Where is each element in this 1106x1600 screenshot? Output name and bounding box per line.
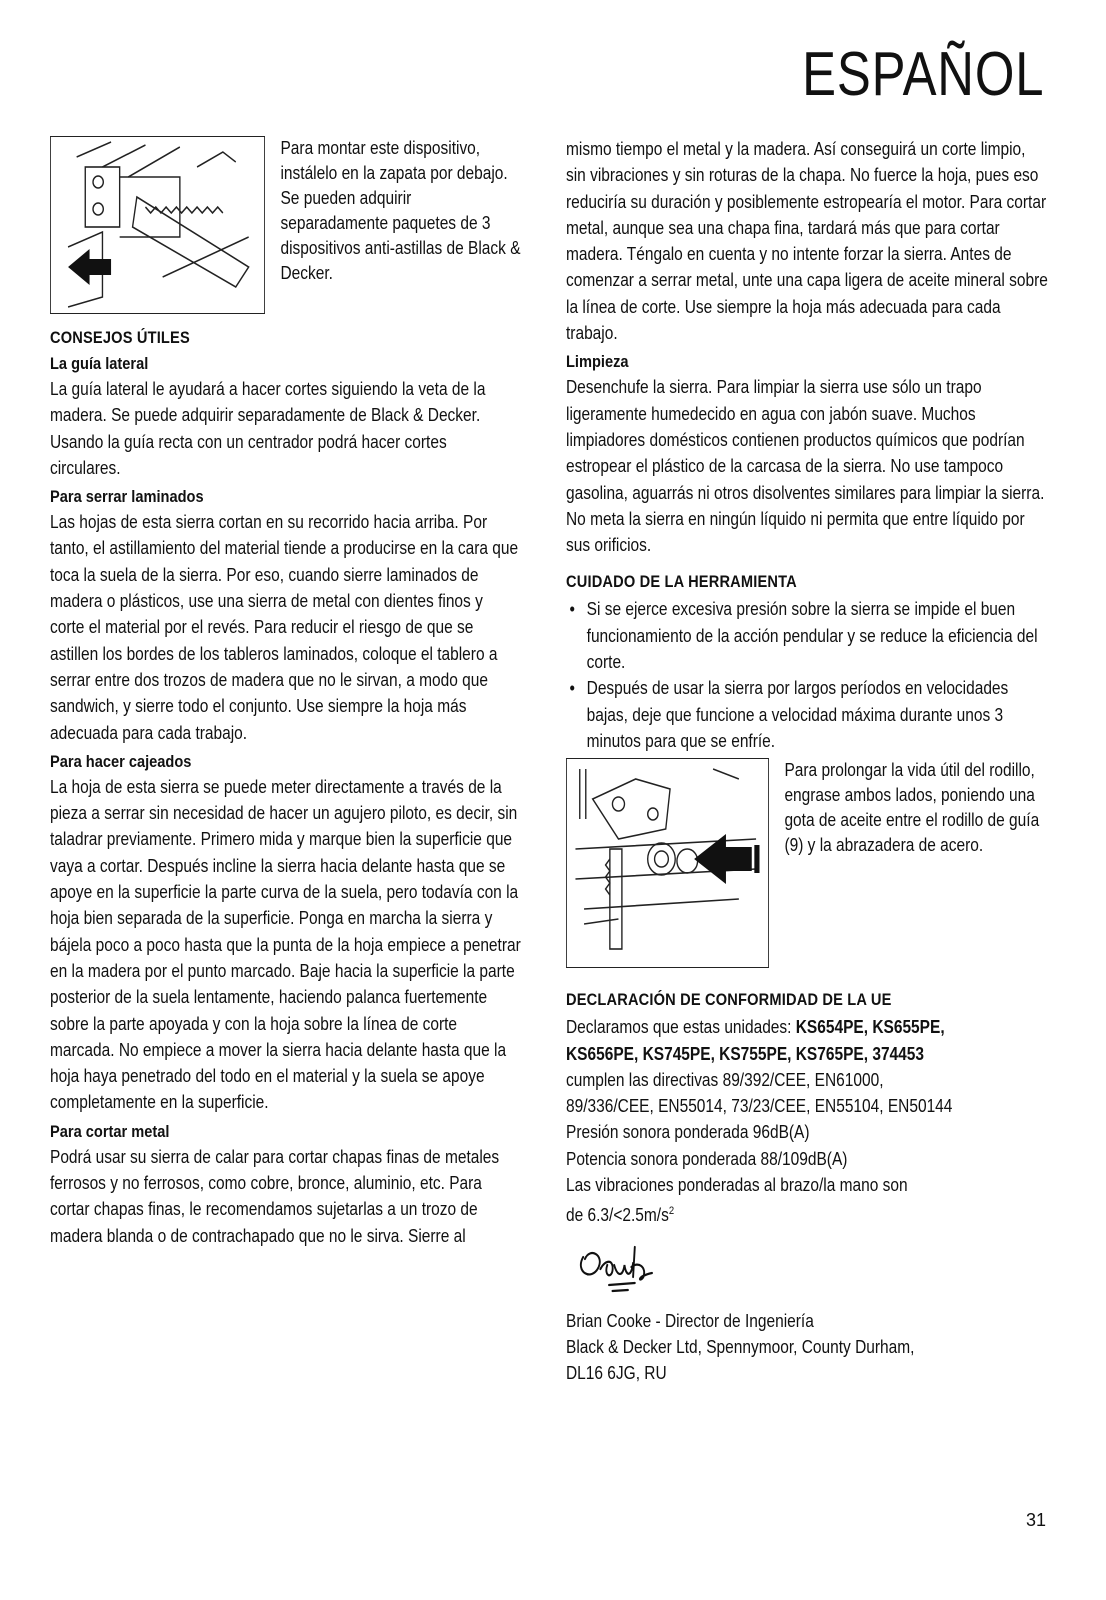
decl-line: Las vibraciones ponderadas al brazo/la mano son <box>566 1175 908 1196</box>
company-address: Black & Decker Ltd, Spennymoor, County Durham, <box>566 1336 915 1357</box>
vibration-line <box>566 1198 1049 1228</box>
decl-intro: Declaramos que estas unidades: <box>566 1017 796 1038</box>
saw-shoe-drawing <box>51 137 263 312</box>
left-column <box>50 136 522 1249</box>
models-line-2: KS656PE, KS745PE, KS755PE, KS765PE, 374453 <box>566 1043 925 1064</box>
models-line-1: KS654PE, KS655PE, <box>795 1017 945 1038</box>
roller-section <box>566 758 1049 968</box>
signature <box>575 1237 1049 1302</box>
decl-line: 89/336/CEE, EN55014, 73/23/CEE, EN55104, EN50144 <box>566 1096 953 1117</box>
limpieza-heading: Limpieza <box>566 352 629 372</box>
signer-name: Brian Cooke - Director de Ingeniería <box>566 1310 814 1331</box>
consejos-heading: CONSEJOS ÚTILES <box>50 328 190 347</box>
decl-line: Presión sonora ponderada 96dB(A) <box>566 1122 810 1143</box>
cuidado-list <box>566 596 1049 754</box>
vibration-value: de 6.3/<2.5m/s <box>566 1205 669 1226</box>
guia-heading: La guía lateral <box>50 354 149 373</box>
rodillo-text: Para prolongar la vida útil del rodillo, engrase ambos lados, poniendo una gota de aceite entre el rodillo de guía (9) y la abrazadera de acero. <box>784 760 1040 856</box>
superscript: 2 <box>668 1205 675 1218</box>
decl-line: Potencia sonora ponderada 88/109dB(A) <box>566 1148 848 1169</box>
decl-line: cumplen las directivas 89/392/CEE, EN61000, <box>566 1069 884 1090</box>
limpieza-text: Desenchufe la sierra. Para limpiar la sierra use sólo un trapo ligeramente humedecido en agua con jabón suave. Muchos limpiadores domésticos contienen productos químicos que podrían estropear el plástico de la carcasa de la sierra. No use tampoco gasolina, aguarrás ni otros disolventes similares para limpiar la sierra. No meta la sierra en ningún líquido ni permita que entre líquido por sus orificios. <box>566 377 1045 556</box>
metal-continued-text: mismo tiempo el metal y la madera. Así conseguirá un corte limpio, sin vibraciones y sin roturas de la chapa. No fuerce la hoja, pues eso reduciría su duración y posiblemente estropearía el motor. Para cortar metal, aunque sea una chapa fina, tardará más que para cortar madera. Téngalo en cuenta y no intente forzar la sierra. Antes de comenzar a serrar metal, unte una capa ligera de aceite mineral sobre la línea de corte. Use siempre la hoja más adecuada para cada trabajo. <box>566 139 1048 344</box>
declaracion-heading: DECLARACIÓN DE CONFORMIDAD DE LA UE <box>566 990 892 1010</box>
signature-image <box>575 1237 670 1297</box>
cajeados-text: La hoja de esta sierra se puede meter directamente a través de la pieza a serrar sin necesidad de hacer un agujero piloto, es decir, sin taladrar previamente. Primero mida y marque bien la superficie que vaya a cortar. Después incline la sierra hacia delante hasta que se apoye en la superficie la parte curva de la suela, pero todavía con la hoja bien separada de la superficie. Ponga en marcha la sierra y bájela poco a poco hasta que la punta de la hoja empiece a penetrar en la madera por el punto marcado. Baje hacia la superficie la parte posterior de la suela lentamente, haciendo palanca fuertemente sobre la parte apoyada y con la hoja sobre la línea de corte marcada. No empiece a mover la sierra hacia delante hasta que la hoja haya penetrado del todo en el material y la suela se apoye completamente en la superficie. <box>50 776 521 1113</box>
guia-text: La guía lateral le ayudará a hacer cortes siguiendo la veta de la madera. Se puede adquirir separadamente de Black & Decker. Usando la guía recta con un centrador podrá hacer cortes circulares. <box>50 379 486 478</box>
postcode: DL16 6JG, RU <box>566 1363 667 1384</box>
cajeados-heading: Para hacer cajeados <box>50 751 192 771</box>
anti-splinter-section <box>50 136 521 314</box>
page-number: 31 <box>1025 1510 1046 1530</box>
page-title: ESPAÑOL <box>801 40 1044 109</box>
roller-drawing <box>567 759 767 966</box>
metal-text: Podrá usar su sierra de calar para cortar chapas finas de metales ferrosos y no ferrosos, como cobre, bronce, aluminio, etc. Para cortar chapas finas, le recomendamos sujetarlas a un trozo de madera blanda o de contrachapado que no le sirva. Sierre al <box>50 1146 500 1246</box>
intro-text: Para montar este dispositivo, instálelo en la zapata por debajo. Se pueden adquirir separadamente paquetes de 3 dispositivos anti-astillas de Black & Decker. <box>280 138 521 283</box>
anti-splinter-illustration <box>50 136 265 314</box>
list-item: • Si se ejerce excesiva presión sobre la sierra se impide el buen funcionamiento de la acción pendular y se reduce la eficiencia del corte. <box>566 596 1049 675</box>
cuidado-heading: CUIDADO DE LA HERRAMIENTA <box>566 572 797 592</box>
arrow-icon <box>68 249 111 285</box>
roller-illustration <box>566 758 769 968</box>
declaration-models <box>566 1014 1049 1040</box>
laminados-text: Las hojas de esta sierra cortan en su recorrido hacia arriba. Por tanto, el astillamiento del material tiende a producirse en la cara que toca la suela de la sierra. Por eso, cuando sierre laminados de madera o plásticos, use una sierra de metal con dientes finos y corte el material por el revés. Para reducir el riesgo de que se astillen los bordes de los tableros laminados, coloque el tablero a serrar entre dos trozos de madera que no le sirvan, a modo que sandwich, y sierre todo el conjunto. Use siempre la hoja más adecuada para cada trabajo. <box>50 512 519 743</box>
list-item: • Después de usar la sierra por largos períodos en velocidades bajas, deje que funcione a velocidad máxima durante unos 3 minutos para que se enfríe. <box>566 675 1049 754</box>
laminados-heading: Para serrar laminados <box>50 487 204 507</box>
metal-heading: Para cortar metal <box>50 1121 170 1141</box>
right-column <box>566 136 1050 1387</box>
